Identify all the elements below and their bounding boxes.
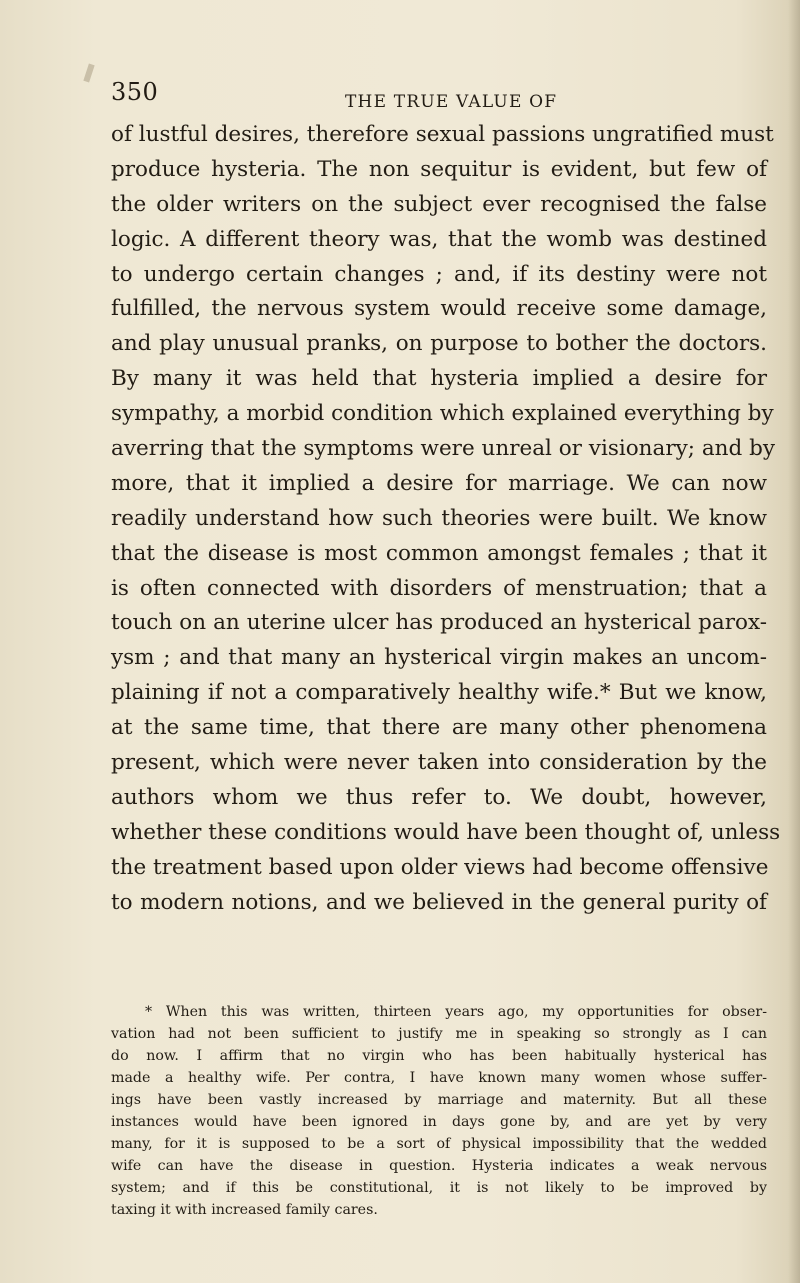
- footnote-line: * When this was written, thirteen years ago, my opportunities for obser-: [145, 1004, 767, 1020]
- footnote-line: many, for it is supposed to be a sort of physical impossibility that the wedded: [111, 1136, 767, 1153]
- body-line: sympathy, a morbid condition which explained everything by: [111, 401, 774, 427]
- body-line: that the disease is most common amongst females ; that it: [111, 540, 767, 566]
- body-line: fulfilled, the nervous system would receive some damage,: [111, 296, 767, 322]
- page-mark: [83, 64, 94, 83]
- body-line: produce hysteria. The non sequitur is evident, but few of: [111, 156, 767, 182]
- footnote-line: do now. I affirm that no virgin who has been habitually hysterical has: [111, 1048, 767, 1065]
- body-line: present, which were never taken into consideration by the: [111, 750, 767, 776]
- body-line: plaining if not a comparatively healthy wife.* But we know,: [111, 680, 767, 706]
- body-line: at the same time, that there are many other phenomena: [111, 715, 767, 741]
- footnote-line: vation had not been sufficient to justify me in speaking so strongly as I can: [111, 1026, 767, 1043]
- body-line: is often connected with disorders of menstruation; that a: [111, 575, 767, 601]
- footnote-line: ings have been vastly increased by marriage and maternity. But all these: [111, 1092, 767, 1109]
- body-line: to modern notions, and we believed in the general purity of: [111, 889, 767, 915]
- footnote-line: instances would have been ignored in days gone by, and are yet by very: [111, 1114, 767, 1131]
- body-line: ysm ; and that many an hysterical virgin makes an uncom-: [111, 645, 767, 671]
- body-line: averring that the symptoms were unreal or visionary; and by: [111, 436, 776, 462]
- body-line: By many it was held that hysteria implied a desire for: [111, 366, 767, 392]
- page-number: 350: [111, 78, 159, 106]
- body-line: and play unusual pranks, on purpose to bother the doctors.: [111, 331, 767, 357]
- footnote-line: wife can have the disease in question. Hysteria indicates a weak nervous: [111, 1158, 767, 1175]
- body-line: touch on an uterine ulcer has produced an hysterical parox-: [111, 610, 767, 636]
- body-line: logic. A different theory was, that the womb was destined: [111, 226, 767, 252]
- body-line: the older writers on the subject ever recognised the false: [111, 191, 767, 217]
- footnote-line: taxing it with increased family cares.: [111, 1202, 378, 1219]
- running-title: THE TRUE VALUE OF: [345, 92, 558, 112]
- body-line: authors whom we thus refer to. We doubt, however,: [111, 784, 767, 810]
- body-line: more, that it implied a desire for marriage. We can now: [111, 470, 767, 496]
- body-line: to undergo certain changes ; and, if its destiny were not: [111, 261, 767, 287]
- body-line: of lustful desires, therefore sexual passions ungratified must: [111, 122, 774, 147]
- page-edge-shadow: [788, 0, 800, 1283]
- footnote-line: system; and if this be constitutional, it is not likely to be improved by: [111, 1180, 767, 1197]
- body-line: the treatment based upon older views had become offensive: [111, 854, 769, 880]
- footnote-line: made a healthy wife. Per contra, I have known many women whose suffer-: [111, 1070, 767, 1087]
- body-text: [111, 118, 781, 920]
- body-line: whether these conditions would have been thought of, unless: [111, 819, 781, 845]
- body-line: readily understand how such theories were built. We know: [111, 505, 767, 531]
- footnote: [111, 1001, 767, 1221]
